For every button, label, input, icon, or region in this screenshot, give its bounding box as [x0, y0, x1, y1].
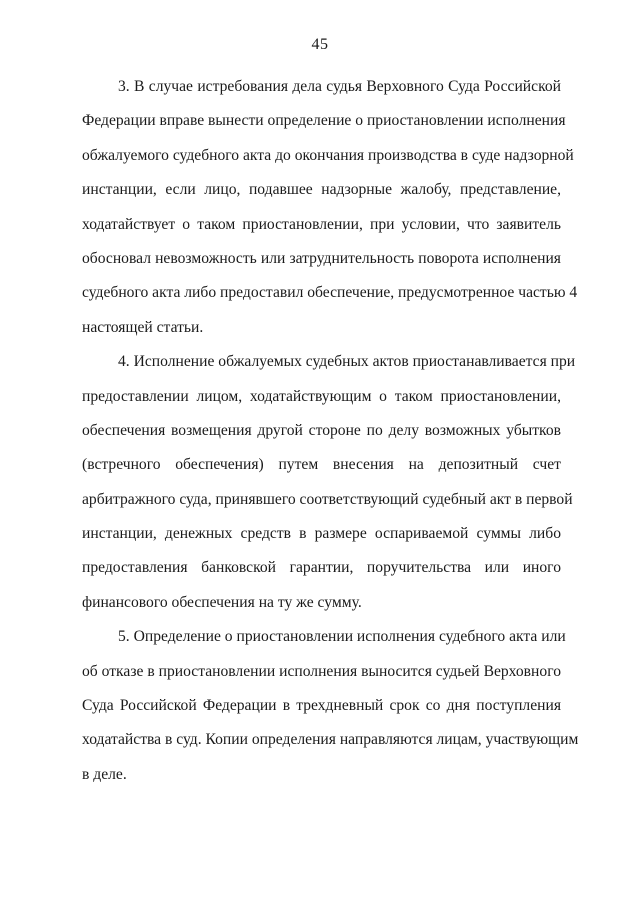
paragraph-line: обжалуемого судебного акта до окончания производства в суде надзорной [82, 146, 574, 164]
paragraph-line: Федерации вправе вынести определение о приостановлении исполнения [82, 112, 566, 130]
paragraph-line: инстанции, если лицо, подавшее надзорные жалобу, представление, [82, 181, 561, 199]
paragraph-4 [82, 345, 576, 620]
paragraph-line: (встречного обеспечения) путем внесения на депозитный счет [82, 456, 561, 474]
page-number: 45 [311, 36, 329, 53]
paragraph-line: Суда Российской Федерации в трехдневный срок со дня поступления [82, 697, 561, 715]
paragraph-5 [82, 620, 579, 792]
paragraph-line: инстанции, денежных средств в размере оспариваемой суммы либо [82, 525, 561, 543]
paragraph-line: предоставления банковской гарантии, поручительства или иного [82, 559, 561, 577]
paragraph-line: ходатайства в суд. Копии определения направляются лицам, участвующим [82, 731, 579, 749]
paragraph-line: в деле. [82, 765, 127, 783]
paragraph-line: ходатайствует о таком приостановлении, при условии, что заявитель [82, 215, 561, 233]
paragraph-line: судебного акта либо предоставил обеспечение, предусмотренное частью 4 [82, 284, 578, 302]
paragraph-line: 3. В случае истребования дела судья Верховного Суда Российской [118, 78, 561, 95]
document-body [82, 70, 579, 792]
paragraph-3 [82, 70, 578, 345]
paragraph-line: обосновал невозможность или затруднительность поворота исполнения [82, 249, 561, 267]
paragraph-line: настоящей статьи. [82, 318, 204, 336]
paragraph-line: предоставлении лицом, ходатайствующим о таком приостановлении, [82, 387, 561, 405]
paragraph-line: 5. Определение о приостановлении исполнения судебного акта или [118, 628, 566, 646]
paragraph-line: арбитражного суда, принявшего соответствующий судебный акт в первой [82, 490, 573, 508]
paragraph-line: финансового обеспечения на ту же сумму. [82, 593, 362, 611]
paragraph-line: обеспечения возмещения другой стороне по делу возможных убытков [82, 421, 561, 439]
paragraph-line: об отказе в приостановлении исполнения выносится судьей Верховного [82, 662, 561, 680]
paragraph-line: 4. Исполнение обжалуемых судебных актов приостанавливается при [118, 353, 576, 371]
